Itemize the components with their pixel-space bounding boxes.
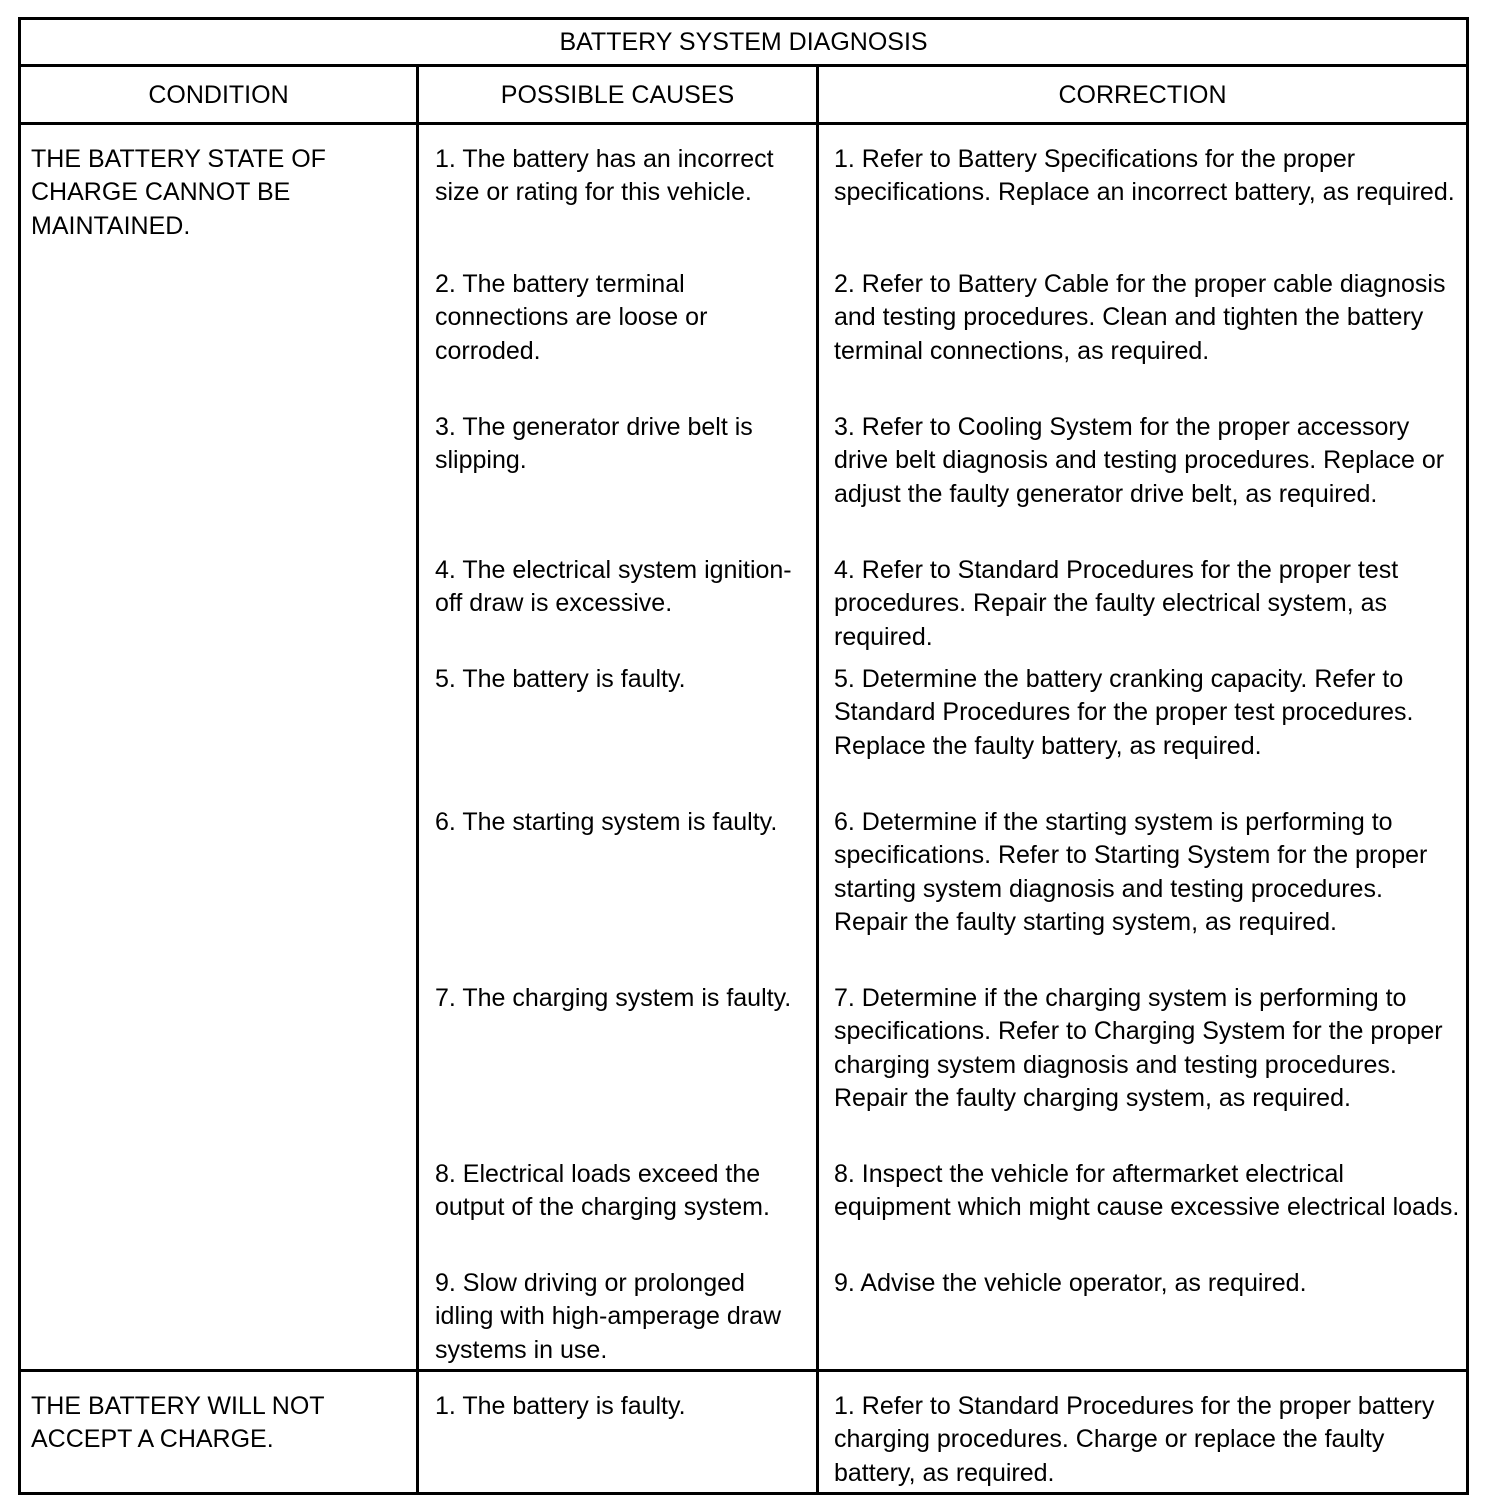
title-row [20, 19, 1468, 66]
condition-cell [20, 124, 418, 1371]
header-row [20, 66, 1468, 124]
correction-item: 6. Determine if the starting system is performing to specifications. Refer to Starting System for the proper starting system diagnosis and testing procedures. Repair the faulty starting system, as required. [834, 808, 1428, 936]
cause-item: 1. The battery is faulty. [435, 1392, 686, 1420]
diagnosis-table [18, 17, 1469, 1495]
cause-item: 3. The generator drive belt is slipping. [435, 413, 753, 475]
correction-item: 9. Advise the vehicle operator, as required. [834, 1269, 1307, 1297]
causes-cell [418, 124, 818, 1371]
table-title: BATTERY SYSTEM DIAGNOSIS [20, 19, 1468, 66]
cause-item: 7. The charging system is faulty. [435, 984, 792, 1012]
cause-item: 6. The starting system is faulty. [435, 808, 778, 836]
cause-item: 5. The battery is faulty. [435, 665, 686, 693]
correction-item: 3. Refer to Cooling System for the proper accessory drive belt diagnosis and testing procedures. Replace or adjust the faulty generator drive belt, as required. [834, 413, 1445, 508]
correction-item: 5. Determine the battery cranking capacity. Refer to Standard Procedures for the proper test procedures. Replace the faulty battery, as required. [834, 665, 1414, 760]
cause-item: 9. Slow driving or prolonged idling with high-amperage draw systems in use. [435, 1269, 782, 1364]
correction-item: 1. Refer to Standard Procedures for the proper battery charging procedures. Charge or replace the faulty battery, as required. [834, 1392, 1435, 1487]
table-row [20, 124, 1468, 1371]
cause-item: 4. The electrical system ignition-off draw is excessive. [435, 556, 792, 618]
header-correction: CORRECTION [818, 66, 1468, 124]
condition-text: THE BATTERY WILL NOT ACCEPT A CHARGE. [31, 1392, 325, 1454]
cause-item: 8. Electrical loads exceed the output of the charging system. [435, 1160, 770, 1222]
correction-item: 1. Refer to Battery Specifications for the proper specifications. Replace an incorrect battery, as required. [834, 145, 1455, 207]
correction-item: 7. Determine if the charging system is performing to specifications. Refer to Charging System for the proper charging system diagnosis and testing procedures. Repair the faulty charging system, as required. [834, 984, 1443, 1112]
correction-item: 8. Inspect the vehicle for aftermarket electrical equipment which might cause excessive electrical loads. [834, 1160, 1460, 1222]
table-row [20, 1371, 1468, 1494]
correction-item: 2. Refer to Battery Cable for the proper cable diagnosis and testing procedures. Clean and tighten the battery terminal connections, as required. [834, 270, 1446, 365]
correction-item: 4. Refer to Standard Procedures for the proper test procedures. Repair the faulty electrical system, as required. [834, 556, 1399, 651]
header-possible-causes: POSSIBLE CAUSES [418, 66, 818, 124]
cause-item: 2. The battery terminal connections are loose or corroded. [435, 270, 708, 365]
cause-item: 1. The battery has an incorrect size or rating for this vehicle. [435, 145, 774, 207]
condition-text: THE BATTERY STATE OF CHARGE CANNOT BE MAINTAINED. [31, 145, 326, 240]
header-condition: CONDITION [20, 66, 418, 124]
corrections-cell [818, 124, 1468, 1371]
causes-cell [418, 1371, 818, 1494]
corrections-cell [818, 1371, 1468, 1494]
condition-cell [20, 1371, 418, 1494]
